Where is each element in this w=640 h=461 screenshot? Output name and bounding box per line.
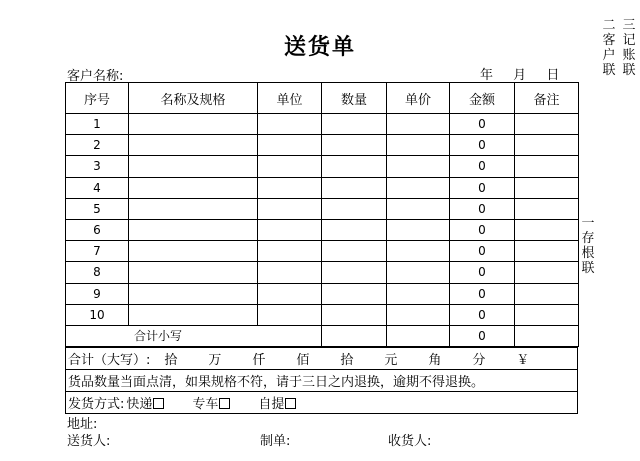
header-remarks: 备注 <box>515 83 579 114</box>
table-row <box>66 304 579 325</box>
row-quantity-cell[interactable] <box>322 262 387 283</box>
row-amount: 0 <box>450 156 515 177</box>
capital-amount-row <box>66 348 578 370</box>
row-unit-price-cell[interactable] <box>387 262 450 283</box>
shipping-option[interactable] <box>126 397 164 412</box>
side-label-accounting-copy: 三记账联 <box>622 18 636 78</box>
row-index: 8 <box>66 262 129 283</box>
checkbox-icon[interactable] <box>285 398 296 409</box>
row-quantity-cell[interactable] <box>322 304 387 325</box>
row-name-spec-cell[interactable] <box>129 241 258 262</box>
table-row <box>66 135 579 156</box>
shipping-method-cell <box>66 392 578 414</box>
row-index: 4 <box>66 177 129 198</box>
total-remarks-cell[interactable] <box>515 325 579 346</box>
row-unit-cell[interactable] <box>258 304 322 325</box>
row-amount: 0 <box>450 283 515 304</box>
capital-amount-label: 合计（大写）: <box>68 353 151 368</box>
side-label-stub-copy: 一存根联 <box>581 216 595 276</box>
row-quantity-cell[interactable] <box>322 177 387 198</box>
header-unit-price: 单价 <box>387 83 450 114</box>
row-name-spec-cell[interactable] <box>129 304 258 325</box>
row-name-spec-cell[interactable] <box>129 283 258 304</box>
capital-unit-label: 拾 <box>340 353 354 368</box>
row-index: 10 <box>66 304 129 325</box>
row-index: 5 <box>66 198 129 219</box>
header-unit: 单位 <box>258 83 322 114</box>
shipping-method-label: 发货方式: <box>68 397 125 412</box>
row-remarks-cell[interactable] <box>515 283 579 304</box>
address-label: 地址: <box>67 417 98 432</box>
table-header-row <box>66 83 579 114</box>
row-index: 7 <box>66 241 129 262</box>
row-amount: 0 <box>450 177 515 198</box>
row-index: 9 <box>66 283 129 304</box>
row-index: 6 <box>66 219 129 240</box>
capital-unit-label: 仟 <box>252 353 266 368</box>
capital-unit-label: 角 <box>428 353 442 368</box>
row-amount: 0 <box>450 304 515 325</box>
row-index: 1 <box>66 114 129 135</box>
row-unit-price-cell[interactable] <box>387 156 450 177</box>
total-amount: 0 <box>450 325 515 346</box>
shipping-row <box>66 392 578 414</box>
shipping-option-label: 专车 <box>192 397 219 412</box>
row-unit-cell[interactable] <box>258 156 322 177</box>
row-index: 3 <box>66 156 129 177</box>
capital-unit-label: 万 <box>208 353 222 368</box>
notice-row <box>66 370 578 392</box>
row-amount: 0 <box>450 135 515 156</box>
capital-unit-label: 拾 <box>164 353 178 368</box>
row-index: 2 <box>66 135 129 156</box>
row-unit-cell[interactable] <box>258 114 322 135</box>
table-row <box>66 219 579 240</box>
table-row <box>66 198 579 219</box>
row-quantity-cell[interactable] <box>322 156 387 177</box>
table-row <box>66 283 579 304</box>
row-quantity-cell[interactable] <box>322 114 387 135</box>
table-row <box>66 241 579 262</box>
capital-unit-label: 佰 <box>296 353 310 368</box>
row-unit-cell[interactable] <box>258 262 322 283</box>
row-unit-price-cell[interactable] <box>387 177 450 198</box>
row-unit-cell[interactable] <box>258 177 322 198</box>
row-name-spec-cell[interactable] <box>129 219 258 240</box>
row-quantity-cell[interactable] <box>322 219 387 240</box>
shipping-option[interactable] <box>258 397 296 412</box>
table-row <box>66 114 579 135</box>
footer-table <box>65 347 578 414</box>
capital-amount-cell[interactable] <box>66 348 578 370</box>
row-remarks-cell[interactable] <box>515 177 579 198</box>
row-remarks-cell[interactable] <box>515 219 579 240</box>
total-lowercase-label: 合计小写 <box>66 325 322 346</box>
row-quantity-cell[interactable] <box>322 241 387 262</box>
row-unit-cell[interactable] <box>258 241 322 262</box>
checkbox-icon[interactable] <box>219 398 230 409</box>
total-row <box>66 325 579 346</box>
row-amount: 0 <box>450 198 515 219</box>
capital-unit-label: 元 <box>384 353 398 368</box>
row-remarks-cell[interactable] <box>515 156 579 177</box>
row-unit-price-cell[interactable] <box>387 135 450 156</box>
row-quantity-cell[interactable] <box>322 198 387 219</box>
row-name-spec-cell[interactable] <box>129 114 258 135</box>
row-name-spec-cell[interactable] <box>129 135 258 156</box>
row-quantity-cell[interactable] <box>322 283 387 304</box>
shipping-option-label: 快递 <box>126 397 153 412</box>
row-unit-price-cell[interactable] <box>387 241 450 262</box>
total-price-cell[interactable] <box>387 325 450 346</box>
row-unit-price-cell[interactable] <box>387 114 450 135</box>
row-amount: 0 <box>450 241 515 262</box>
row-name-spec-cell[interactable] <box>129 177 258 198</box>
header-index: 序号 <box>66 83 129 114</box>
row-unit-cell[interactable] <box>258 283 322 304</box>
row-name-spec-cell[interactable] <box>129 262 258 283</box>
table-row <box>66 262 579 283</box>
row-unit-cell[interactable] <box>258 198 322 219</box>
notice-text: 货品数量当面点清，如果规格不符，请于三日之内退换，逾期不得退换。 <box>66 370 578 392</box>
row-remarks-cell[interactable] <box>515 114 579 135</box>
row-quantity-cell[interactable] <box>322 135 387 156</box>
row-unit-price-cell[interactable] <box>387 304 450 325</box>
row-amount: 0 <box>450 219 515 240</box>
row-unit-price-cell[interactable] <box>387 283 450 304</box>
row-remarks-cell[interactable] <box>515 262 579 283</box>
customer-name-label: 客户名称: <box>67 69 124 84</box>
capital-unit-label: 分 <box>472 353 486 368</box>
row-remarks-cell[interactable] <box>515 241 579 262</box>
row-unit-price-cell[interactable] <box>387 219 450 240</box>
receiver-signature-label: 收货人: <box>388 434 432 449</box>
row-unit-cell[interactable] <box>258 135 322 156</box>
row-remarks-cell[interactable] <box>515 135 579 156</box>
shipping-option-label: 自提 <box>258 397 285 412</box>
total-quantity-cell[interactable] <box>322 325 387 346</box>
checkbox-icon[interactable] <box>153 398 164 409</box>
date-month-label: 月 <box>513 68 527 83</box>
date-day-label: 日 <box>546 68 560 83</box>
header-amount: 金额 <box>450 83 515 114</box>
deliverer-signature-label: 送货人: <box>67 434 111 449</box>
preparer-signature-label: 制单: <box>260 434 291 449</box>
row-amount: 0 <box>450 114 515 135</box>
date-fields <box>480 64 573 83</box>
shipping-option[interactable] <box>192 397 230 412</box>
header-quantity: 数量 <box>322 83 387 114</box>
row-unit-price-cell[interactable] <box>387 198 450 219</box>
row-remarks-cell[interactable] <box>515 304 579 325</box>
row-unit-cell[interactable] <box>258 219 322 240</box>
row-name-spec-cell[interactable] <box>129 198 258 219</box>
table-row <box>66 177 579 198</box>
row-name-spec-cell[interactable] <box>129 156 258 177</box>
header-name-spec: 名称及规格 <box>129 83 258 114</box>
currency-symbol: ￥ <box>516 353 530 368</box>
date-year-label: 年 <box>480 68 494 83</box>
row-amount: 0 <box>450 262 515 283</box>
page-title: 送货单 <box>283 35 356 60</box>
table-row <box>66 156 579 177</box>
delivery-items-table <box>65 82 579 347</box>
row-remarks-cell[interactable] <box>515 198 579 219</box>
side-label-customer-copy: 二客户联 <box>602 18 616 78</box>
